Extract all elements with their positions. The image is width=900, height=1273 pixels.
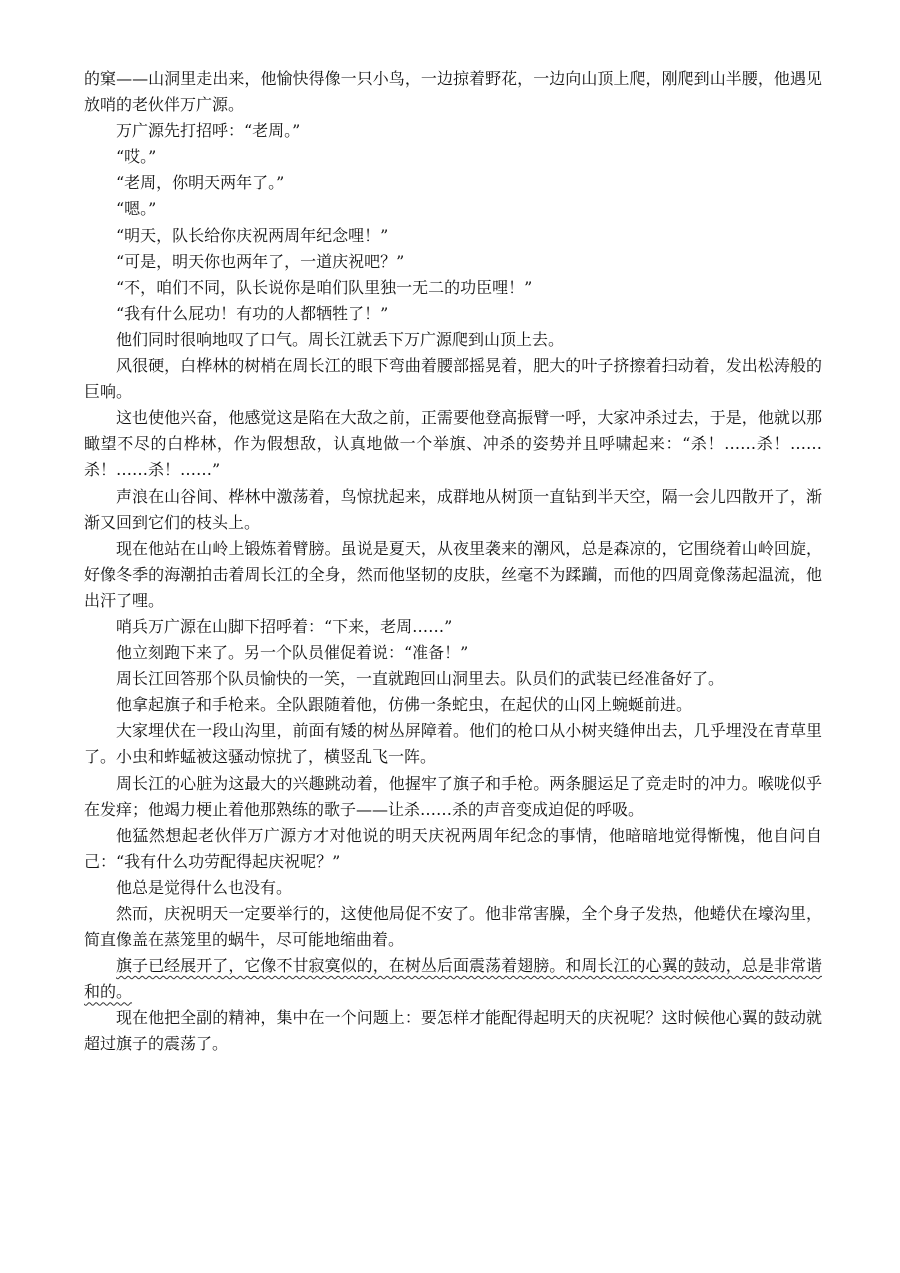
paragraph: “我有什么屁功！有功的人都牺牲了！”	[116, 303, 389, 323]
paragraph: 现在他站在山岭上锻炼着臂膀。虽说是夏天，从夜里袭来的潮风，总是森凉的，它围绕着山岭回旋，好像冬季的海潮拍击着周长江的全身，然而他坚韧的皮肤，丝毫不为蹂躏，而他的四周竟像荡起温流，他出汗了哩。	[84, 538, 822, 610]
paragraph: “不，咱们不同，队长说你是咱们队里独一无二的功臣哩！”	[116, 277, 533, 297]
paragraph: 周长江的心脏为这最大的兴趣跳动着，他握牢了旗子和手枪。两条腿运足了竞走时的冲力。喉咙似乎在发痒；他竭力梗止着他那熟练的歌子——让杀……杀的声音变成迫促的呼吸。	[84, 773, 822, 819]
paragraph: 他总是觉得什么也没有。	[116, 877, 293, 897]
paragraph: 声浪在山谷间、桦林中激荡着，鸟惊扰起来，成群地从树顶一直钻到半天空，隔一会儿四散开了，渐渐又回到它们的枝头上。	[84, 486, 822, 532]
paragraph: 然而，庆祝明天一定要举行的，这使他局促不安了。他非常害臊，全个身子发热，他蜷伏在壕沟里，简直像盖在蒸笼里的蜗牛，尽可能地缩曲着。	[84, 904, 822, 950]
paragraph: “老周，你明天两年了。”	[116, 173, 285, 193]
paragraph: 他猛然想起老伙伴万广源方才对他说的明天庆祝两周年纪念的事情，他暗暗地觉得惭愧，他自问自己：“我有什么功劳配得起庆祝呢？”	[84, 825, 822, 871]
paragraph: 的窠——山洞里走出来，他愉快得像一只小鸟，一边掠着野花，一边向山顶上爬，刚爬到山半腰，他遇见放哨的老伙伴万广源。	[84, 69, 822, 115]
paragraph: 大家埋伏在一段山沟里，前面有矮的树丛屏障着。他们的枪口从小树夹缝伸出去，几乎埋没在青草里了。小虫和蚱蜢被这骚动惊扰了，横竖乱飞一阵。	[84, 721, 822, 767]
paragraph: 哨兵万广源在山脚下招呼着：“下来，老周……”	[116, 616, 453, 636]
article-body	[84, 66, 822, 1058]
paragraph: “可是，明天你也两年了，一道庆祝吧？”	[116, 251, 405, 271]
paragraph: 他们同时很响地叹了口气。周长江就丢下万广源爬到山顶上去。	[116, 329, 565, 349]
underlined-paragraph	[84, 953, 822, 1005]
paragraph: 他立刻跑下来了。另一个队员催促着说：“准备！”	[116, 643, 469, 663]
paragraph: “哎。”	[116, 147, 157, 167]
paragraph: “明天，队长给你庆祝两周年纪念哩！”	[116, 225, 389, 245]
paragraph: 这也使他兴奋，他感觉这是陷在大敌之前，正需要他登高振臂一呼，大家冲杀过去，于是，他就以那瞰望不尽的白桦林，作为假想敌，认真地做一个举旗、冲杀的姿势并且呼啸起来：“杀！……杀！……杀！……杀！……”	[84, 408, 822, 480]
paragraph: 风很硬，白桦林的树梢在周长江的眼下弯曲着腰部摇晃着，肥大的叶子挤擦着扫动着，发出松涛般的巨响。	[84, 356, 822, 402]
paragraph: “嗯。”	[116, 199, 157, 219]
paragraph: 现在他把全副的精神，集中在一个问题上：要怎样才能配得起明天的庆祝呢？这时候他心翼的鼓动就超过旗子的震荡了。	[84, 1008, 822, 1054]
paragraph: 周长江回答那个队员愉快的一笑，一直就跑回山洞里去。队员们的武装已经准备好了。	[116, 669, 725, 689]
paragraph: 万广源先打招呼：“老周。”	[116, 121, 301, 141]
wavy-underlined-sentence: 旗子已经展开了，它像不甘寂寞似的，在树丛后面震荡着翅膀。和周长江的心翼的鼓动，总是非常谐和的。	[84, 956, 822, 1002]
paragraph: 他拿起旗子和手枪来。全队跟随着他，仿佛一条蛇虫，在起伏的山冈上蜿蜒前进。	[116, 695, 693, 715]
